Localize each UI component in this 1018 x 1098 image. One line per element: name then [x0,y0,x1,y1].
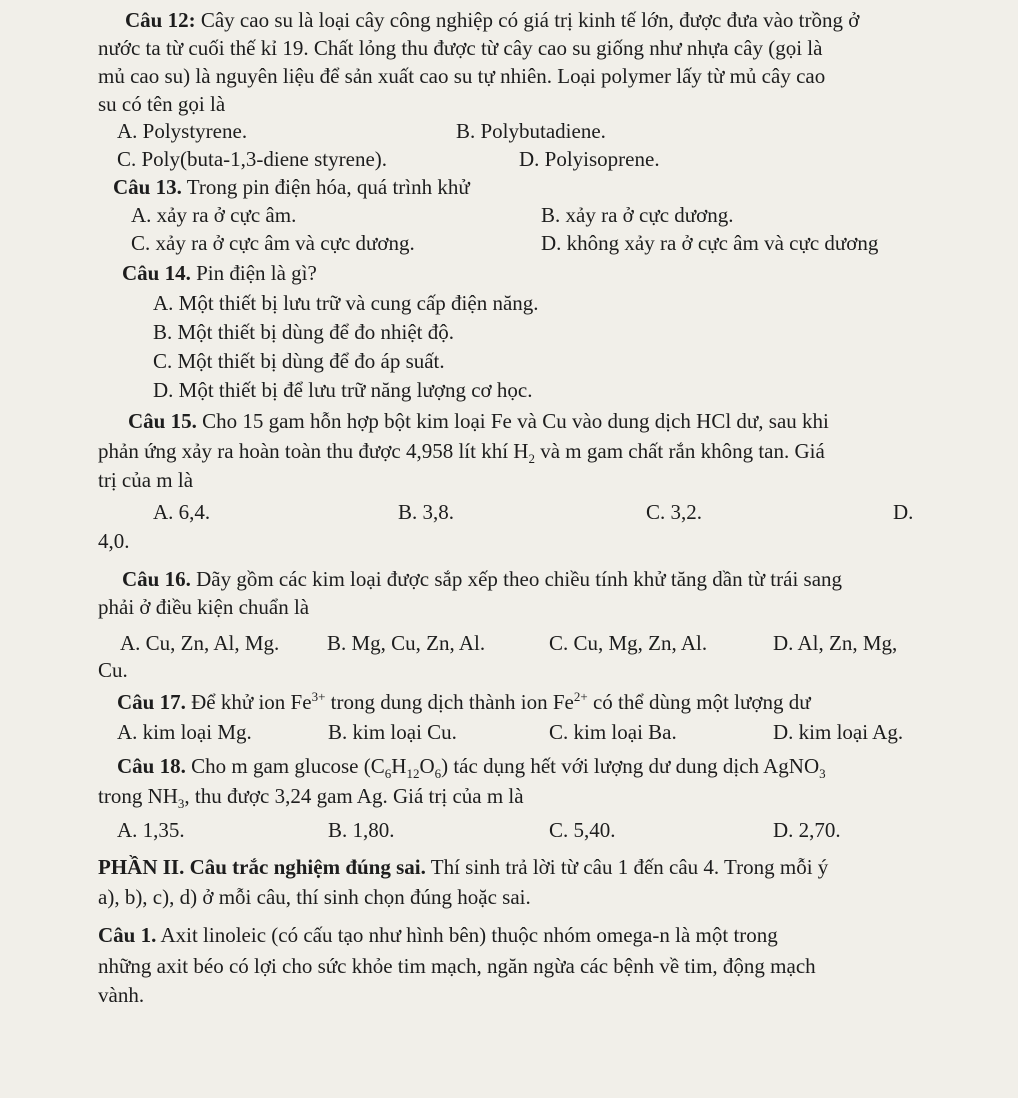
q17-stem: Câu 17. Để khử ion $Fe^{3+}$ trong dung dịch thành ion $Fe^{2+}$ có thể dùng một lượng dư [117,689,811,714]
part2-line2: a), b), c), d) ở mỗi câu, thí sinh chọn đúng hoặc sai. [98,885,531,909]
q15-option-b: B. 3,8. [398,500,455,524]
q17-option-b: B. kim loại Cu. [328,720,457,744]
q14-option-a: A. Một thiết bị lưu trữ và cung cấp điện năng. [153,291,539,315]
q14-option-c: C. Một thiết bị dùng để đo áp suất. [153,349,445,373]
q14-stem [122,259,317,287]
q12-option-d: D. Polyisoprene. [519,147,660,171]
q15-option-c: C. 3,2. [646,500,703,524]
c1-line2: những axit béo có lợi cho sức khỏe tim mạch, ngăn ngừa các bệnh về tim, động mạch [98,954,816,978]
q15-option-d-value: 4,0. [98,529,130,553]
q13-stem [113,173,470,201]
c1-line3: vành. [98,983,145,1007]
q18-option-a: A. 1,35. [117,818,185,842]
part2-heading [98,853,828,881]
q16-label: Câu 16. [122,567,191,591]
q16-option-b: B. Mg, Cu, Zn, Al. [327,631,486,655]
part2-text: Thí sinh trả lời từ câu 1 đến câu 4. Trong mỗi ý [425,855,829,879]
q17-option-d: D. kim loại Ag. [773,720,904,744]
q16-option-a: A. Cu, Zn, Al, Mg. [120,631,280,655]
q15-label: Câu 15. [128,409,197,433]
q18-line2: trong $NH_3$, thu được 3,24 gam Ag. Giá trị của m là [98,784,524,812]
q16-line1 [122,565,842,593]
q12-option-c: C. Poly(buta-1,3-diene styrene). [117,147,388,171]
q13-label: Câu 13. [113,175,182,199]
q18-label: Câu 18. [117,754,186,778]
q17-label: Câu 17. [117,690,186,714]
q14-label: Câu 14. [122,261,191,285]
q18-option-c: C. 5,40. [549,818,616,842]
q12-label: Câu 12: [125,8,196,32]
q15-option-d: D. [893,500,914,524]
q15-option-a: A. 6,4. [153,500,211,524]
q17-option-a: A. kim loại Mg. [117,720,252,744]
q12-option-a: A. Polystyrene. [117,119,248,143]
q14-text: Pin điện là gì? [196,261,317,285]
q14-option-b: B. Một thiết bị dùng để đo nhiệt độ. [153,320,454,344]
q12-option-b: B. Polybutadiene. [456,119,606,143]
q18-line1: Câu 18. Cho m gam glucose $(C_6H_{12}O_6)$ tác dụng hết với lượng dư dung dịch AgNO$_3$ [117,754,826,782]
part2-label: PHẦN II. Câu trắc nghiệm đúng sai. [98,855,426,879]
q15-line1 [128,407,829,435]
c1-line1 [98,921,778,949]
q18-option-b: B. 1,80. [328,818,395,842]
q15-text: Cho 15 gam hỗn hợp bột kim loại Fe và Cu vào dung dịch HCl dư, sau khi [202,409,829,433]
q16-option-d: D. Al, Zn, Mg, [773,631,898,655]
q12-line1 [125,6,859,34]
q13-option-b: B. xảy ra ở cực dương. [541,203,734,227]
q13-option-c: C. xảy ra ở cực âm và cực dương. [131,231,415,255]
q12-text: Cây cao su là loại cây công nghiệp có giá trị kinh tế lớn, được đưa vào trồng ở [200,8,860,32]
q15-line3: trị của m là [98,468,194,492]
q16-option-d-cont: Cu. [98,658,128,682]
c1-text: Axit linoleic (có cấu tạo như hình bên) thuộc nhóm omega-n là một trong [156,923,778,947]
q12-line3: mủ cao su) là nguyên liệu để sản xuất cao su tự nhiên. Loại polymer lấy từ mủ cây cao [98,64,826,88]
q16-line2: phải ở điều kiện chuẩn là [98,595,310,619]
q12-line4: su có tên gọi là [98,92,226,116]
q13-text: Trong pin điện hóa, quá trình khử [186,175,470,199]
q17-option-c: C. kim loại Ba. [549,720,677,744]
q18-option-d: D. 2,70. [773,818,841,842]
q13-option-a: A. xảy ra ở cực âm. [131,203,297,227]
q16-option-c: C. Cu, Mg, Zn, Al. [549,631,708,655]
q14-option-d: D. Một thiết bị để lưu trữ năng lượng cơ học. [153,378,533,402]
c1-label: Câu 1. [98,923,157,947]
q13-option-d: D. không xảy ra ở cực âm và cực dương [541,231,879,255]
q12-line2: nước ta từ cuối thế kỉ 19. Chất lỏng thu được từ cây cao su giống như nhựa cây (gọi là [98,36,823,60]
q15-line2: phản ứng xảy ra hoàn toàn thu được 4,958 lít khí $H_2$ và m gam chất rắn không tan. Giá [98,439,825,467]
q16-text: Dãy gồm các kim loại được sắp xếp theo chiều tính khử tăng dần từ trái sang [196,567,843,591]
